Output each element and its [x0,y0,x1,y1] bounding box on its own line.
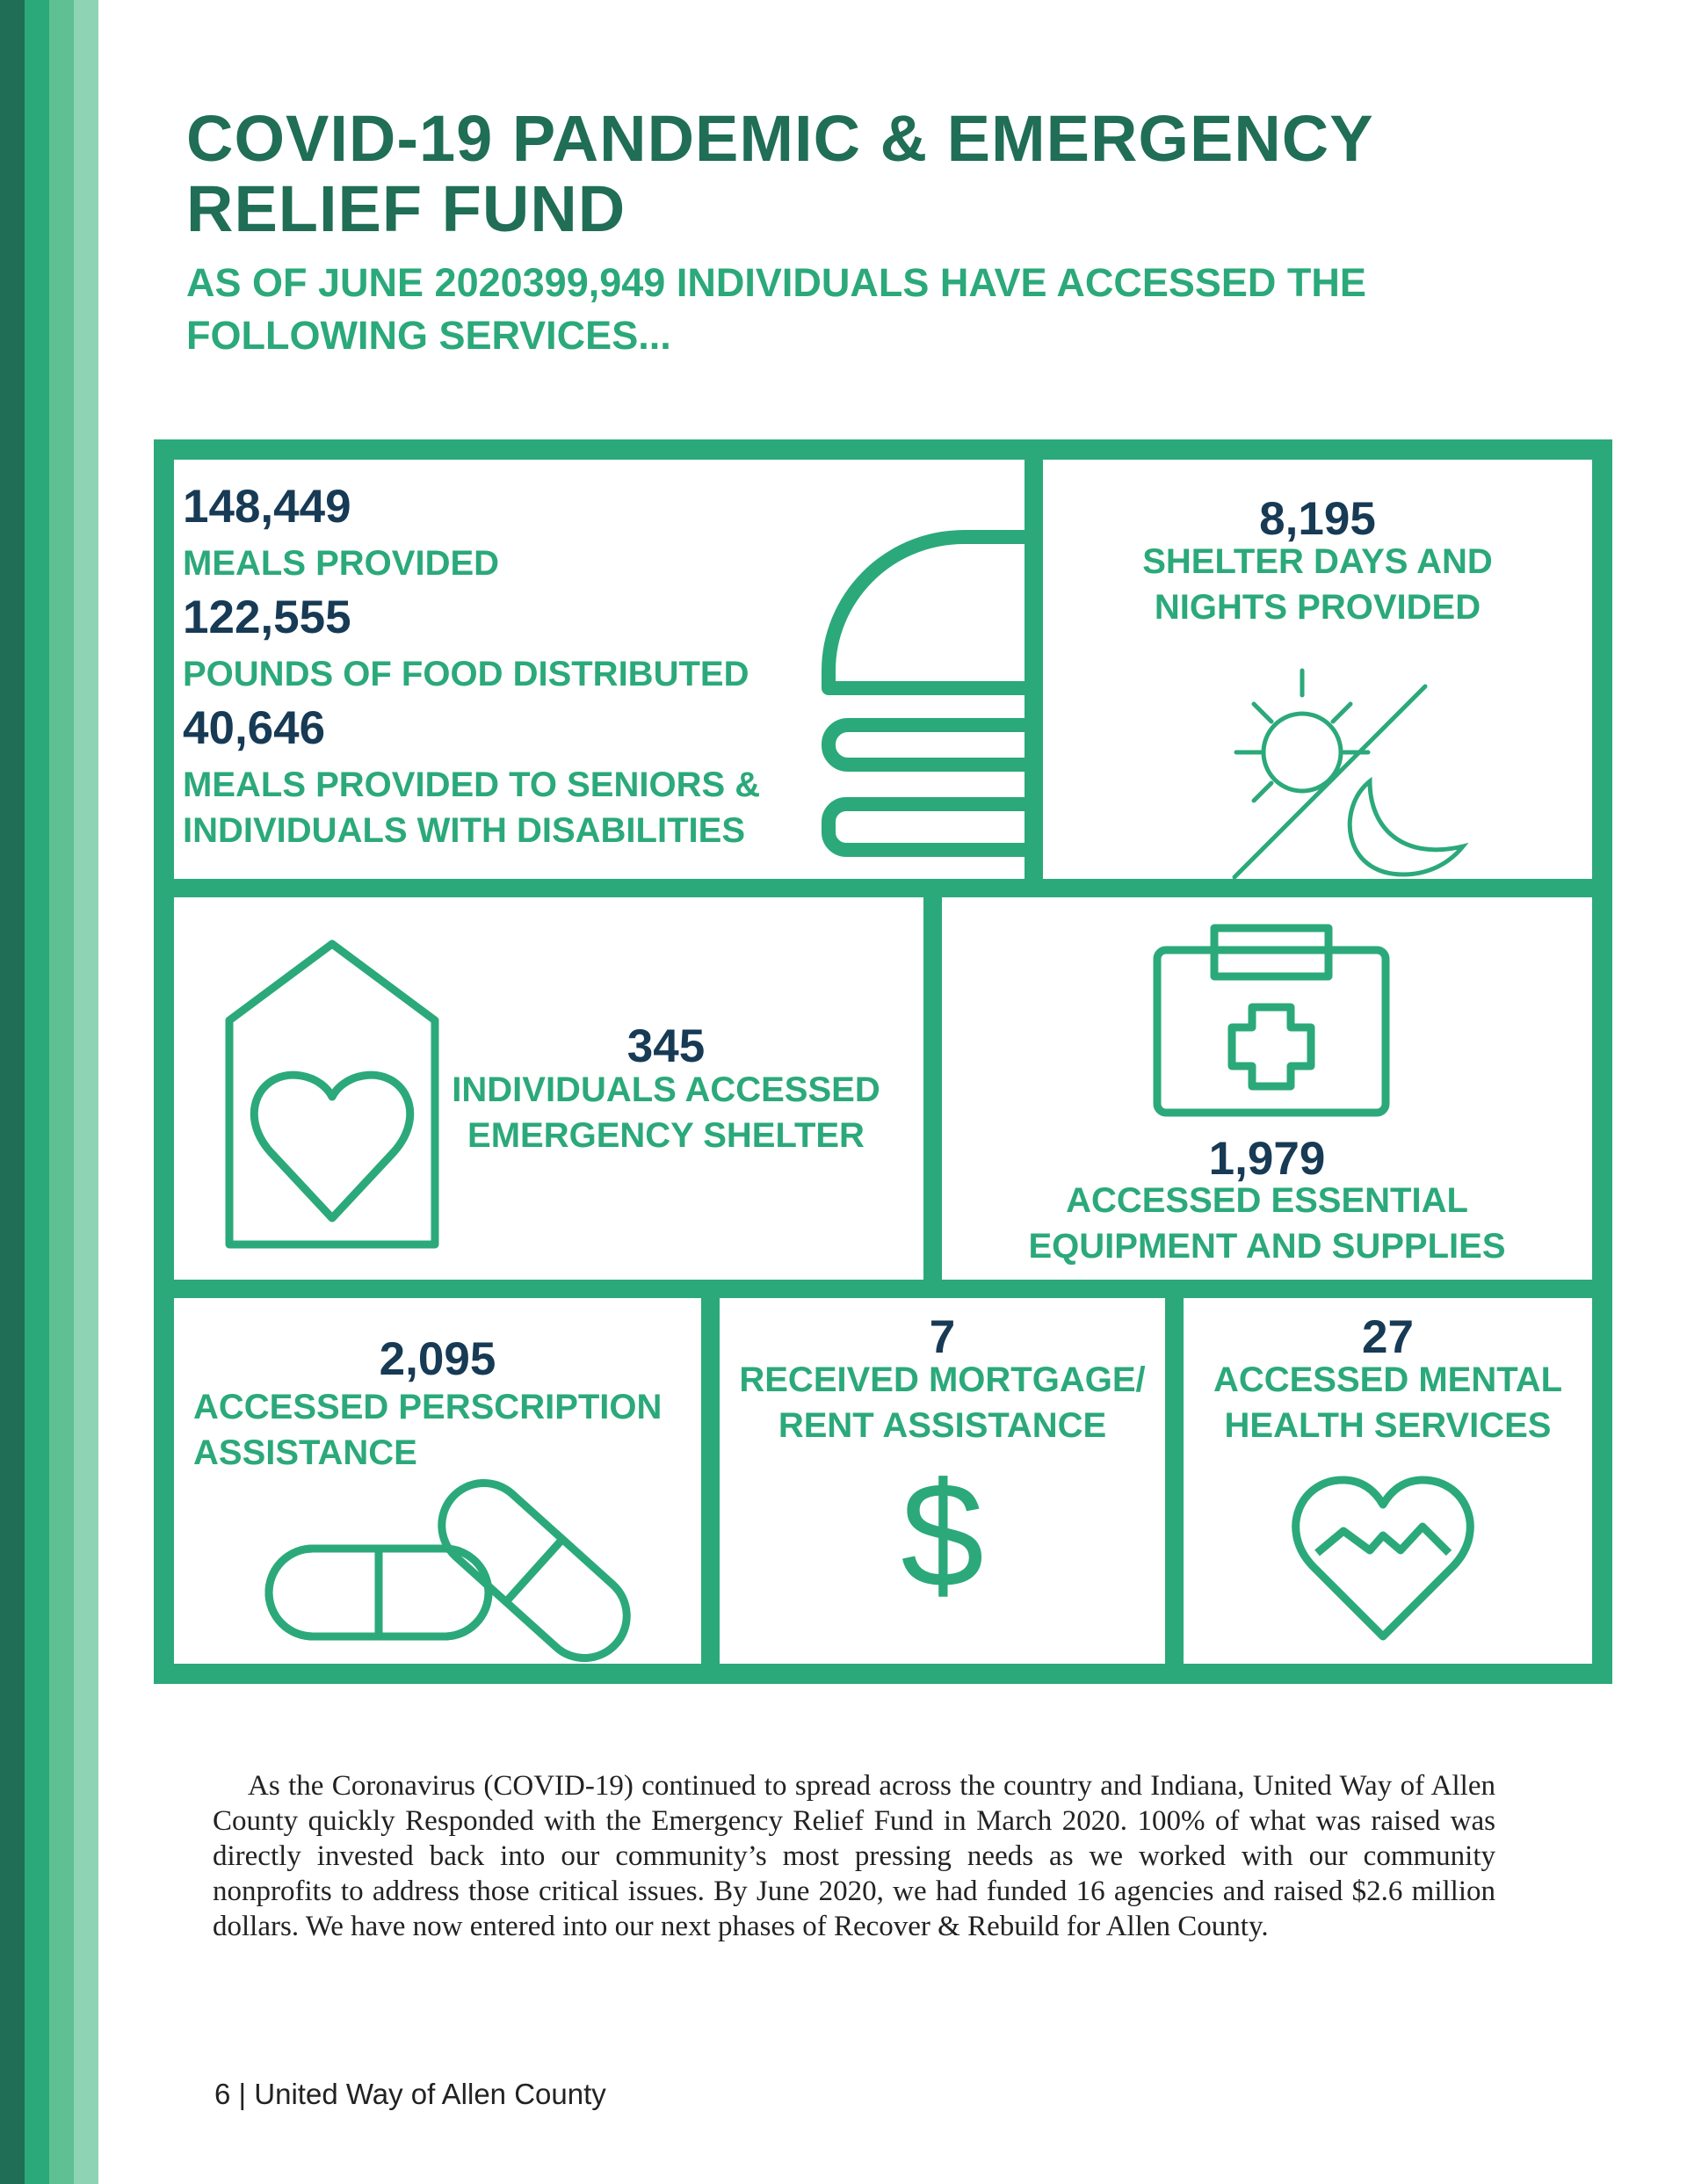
prescription-number: 2,095 [379,1333,496,1385]
senior-meals-label-line1: MEALS PROVIDED TO SENIORS & [183,765,761,804]
prescription-label-line1: ACCESSED PERSCRIPTION [193,1388,662,1426]
stripe-light [49,0,74,2184]
mental-health-number: 27 [1362,1311,1414,1363]
stripe-dark [0,0,25,2184]
emergency-shelter-label-line1: INDIVIDUALS ACCESSED [452,1070,880,1109]
prescription-cell [174,1298,701,1664]
pills-icon [262,1456,648,1650]
food-pounds-label: POUNDS OF FOOD DISTRIBUTED [183,655,749,693]
senior-meals-number: 40,646 [183,702,326,754]
food-pounds-number: 122,555 [183,591,351,643]
emergency-shelter-label-line2: EMERGENCY SHELTER [467,1116,865,1155]
senior-meals-label-line2: INDIVIDUALS WITH DISABILITIES [183,811,745,850]
stats-grid [154,439,1612,1684]
equipment-cell [942,897,1592,1280]
equipment-label-line1: ACCESSED ESSENTIAL [1066,1181,1468,1220]
stripe-medium [25,0,49,2184]
footer-separator: | [238,2078,247,2110]
shelter-days-label-line1: SHELTER DAYS AND [1142,542,1493,581]
mental-health-label-line1: ACCESSED MENTAL [1213,1360,1563,1399]
decorative-stripes [0,0,98,2184]
meals-provided-label: MEALS PROVIDED [183,544,500,583]
mortgage-label-line2: RENT ASSISTANCE [778,1406,1107,1445]
page-number: 6 [214,2078,231,2110]
mortgage-number: 7 [929,1311,956,1363]
footer-organization: United Way of Allen County [254,2078,606,2110]
house-heart-icon [222,937,451,1253]
body-paragraph: As the Coronavirus (COVID-19) continued to spread across the country and Indiana, United Way of Allen County quickly Responded with the Emergency Relief Fund in March 2020. 100% of what was raised was directly invested back into our community’s most pressing needs as we worked with our community nonprofits to address those critical issues. By June 2020, we had funded 16 agencies and raised $2.6 million dollars. We have now entered into our next phases of Recover & Rebuild for Allen County. [213,1770,1495,1942]
page-footer [214,2078,606,2111]
dollar-icon: $ [901,1452,984,1619]
meals-provided-number: 148,449 [183,481,351,533]
emergency-shelter-number: 345 [626,1020,706,1072]
sun-moon-icon [1219,653,1482,879]
page-subtitle: AS OF JUNE 2020399,949 INDIVIDUALS HAVE ACCESSED THE FOLLOWING SERVICES... [186,260,1366,358]
shelter-days-number: 8,195 [1259,493,1376,545]
stripe-lightest [74,0,98,2184]
equipment-label-line2: EQUIPMENT AND SUPPLIES [1028,1227,1506,1266]
emergency-shelter-cell [174,897,923,1280]
first-aid-kit-icon [1153,924,1390,1117]
equipment-number: 1,979 [1208,1133,1326,1185]
page-title: COVID-19 PANDEMIC & EMERGENCY RELIEF FUND [186,102,1373,245]
shelter-days-cell [1043,460,1592,879]
mortgage-label-line1: RECEIVED MORTGAGE/ [739,1360,1146,1399]
heartbeat-heart-icon [1282,1469,1484,1645]
food-stats-cell [174,460,1025,879]
burger-icon [815,521,1025,838]
mental-health-cell [1184,1298,1592,1664]
shelter-days-label-line2: NIGHTS PROVIDED [1154,588,1481,627]
mental-health-label-line2: HEALTH SERVICES [1224,1406,1552,1445]
mortgage-cell [720,1298,1165,1664]
prescription-label-line2: ASSISTANCE [193,1433,417,1472]
